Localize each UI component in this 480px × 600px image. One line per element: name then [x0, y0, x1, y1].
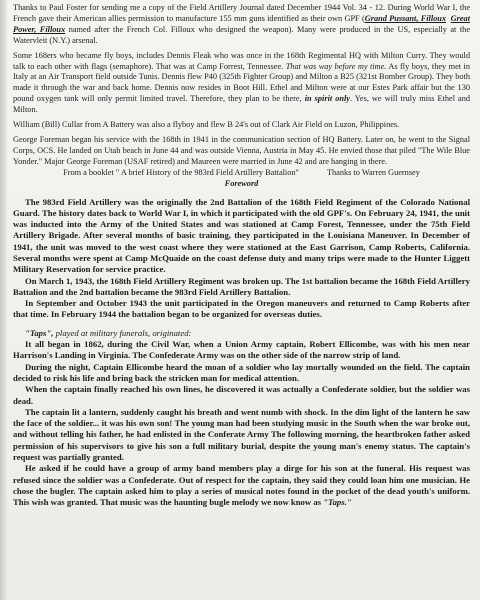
booklet-credit-row	[13, 168, 470, 179]
flyboys-italic-2: in spirit only	[304, 94, 350, 104]
flyboys-text-a: Some 168ers who became fly boys, includes Dennis Fleak who was once in the 168th Regimental HQ with Milton Curry. They would talk to each other with flags (semaphore). That was at Camp Forrest, Tennessee.	[13, 50, 470, 71]
taps-paragraph: It all began in 1862, during the Civil War, when a Union Army captain, Robert Ellicombe, was with his men near Harrison's Landing in Virginia. The Confederate Army was on the other side of the narrow strip of land.	[13, 339, 470, 361]
history-paragraph: In September and October 1943 the unit participated in the Oregon maneuvers and returned to Camp Roberts after that time. In February 1944 the battalion began to be organized for overseas duties.	[13, 298, 470, 320]
gpf-english-name: Great Power, Filloux	[13, 13, 470, 34]
taps-closing: "Taps."	[323, 497, 352, 508]
journal-paragraph	[13, 3, 470, 47]
flyboys-text-b: As fly boys, they met in Italy at an Air Transport field outside Tunis. Dennis flew P40 (325th Fighter Group) and Milton a B25 (321st Bomber Group). They both made it through the war and back home. Dennis now resides in Boot Hill. Ethel and Milton were at our Estes Park affair but the 130 pound oxygen tank will only permit limited travel. Therefore, they plan to be there,	[13, 61, 470, 104]
journal-text-end: named after the French Col. Filloux who designed the weapon). Many were produced in the US, especially at the Watervleit (N.Y.) arsenal.	[13, 24, 471, 45]
taps-paragraph	[13, 463, 470, 508]
foreword-row	[13, 179, 470, 190]
flyboys-text-c: . Yes, we will truly miss Ethel and Milton.	[13, 94, 471, 115]
journal-text: Thanks to Paul Foster for sending me a copy of the Field Artillery Journal dated December 1944 Vol. 34 - 12. During World War I, the French gave their American allies permission to manufacture 155 mm guns identified as their own GPF (	[13, 3, 470, 23]
booklet-thanks: Thanks to Warren Guernsey	[326, 167, 420, 177]
taps-paragraph: During the night, Captain Ellicombe heard the moan of a soldier who lay mortally wounded on the field. The captain decided to risk his life and bring back the stricken man for medical attention.	[13, 361, 470, 383]
taps-title: "Taps",	[25, 327, 54, 338]
taps-paragraph: The captain lit a lantern, suddenly caught his breath and went numb with shock. In the dim light of the lantern he saw the face of the soldier... it was his own son! The young man had been studying music in the South when the war broke out, and without telling his father, he had enlisted in the Conferate Army The following morning, the heartbroken father asked permission of his supervisors to give his son a full military burial, despite the young man's enemy status. The captain's request was partially granted.	[13, 406, 470, 463]
history-section	[13, 197, 470, 321]
history-paragraph: The 983rd Field Artillery was the originally the 2nd Battalion of the 168th Field Regiment of the Colorado National Guard. The history dates back to World War I, in which it participated with the old GPF's. On February 24, 1941, the unit was inducted into the Army of the United States and was stationed at Camp Forest, Tennessee, under the 75th Field Artillery Brigade. After several months of basic training, they participated in the Louisiana Maneuver. In December of 1941, the unit was moved to the west coast where they were stationed at the East Garrison, Camp Roberts, California. Several months were spent at Camp McQuaide on the coast defense duty and many trips were made to the Hunter Liggett Military Reservation for service practice.	[13, 196, 470, 275]
taps-section	[13, 328, 470, 509]
history-paragraph: On March 1, 1943, the 168th Field Artillery Regiment was broken up. The 1st battalion became the 168th Field Artillery Battalion and the 2nd battalion became the 983rd Field Artillery Battalion.	[13, 275, 470, 297]
flyboys-paragraph	[13, 51, 470, 116]
foreman-paragraph: George Foreman began his service with the 168th in 1941 in the communication section of HQ Battery. Later on, he went to the Signal Corps, OCS. He landed on Utah beach in June 44 and was outside Vienna, Austria in May 45. He envied those that piled "The Wile Blue Yonder." Major George Foreman (USAF retired) and Maureen were married in June 42 and are hanging in there.	[13, 134, 470, 166]
booklet-source: From a booklet " A brief History of the 983rd Field Artillery Battalion"	[63, 167, 299, 177]
foreword-heading: Foreword	[224, 178, 259, 188]
taps-heading	[13, 328, 470, 339]
flyboys-italic-1: That was way before my time.	[285, 61, 387, 71]
gpf-french-name: Grand Pussant, Filloux	[364, 13, 447, 23]
taps-subtitle: played at military funerals, originated:	[53, 327, 192, 338]
taps-paragraph: When the captain finally reached his own lines, he discovered it was actually a Confederate soldier, but the soldier was dead.	[13, 384, 470, 406]
taps-last-text: He asked if he could have a group of army band members play a dirge for his son at the funeral. His request was refused since the soldier was a Confederate. Out of respect for the captain, they said they could loan him one musician. He chose the bugler. The captain asked him to play a series of musical notes found in the pocket of the dead youth's uniform. This wish was granted. That music was the haunting bugle melody we now know as	[13, 463, 470, 508]
upper-notes	[13, 3, 470, 190]
cullar-paragraph: William (Bill) Cullar from A Battery was also a flyboy and flew B 24's out of Clark Air Field on Luzon, Philippines.	[13, 120, 400, 130]
